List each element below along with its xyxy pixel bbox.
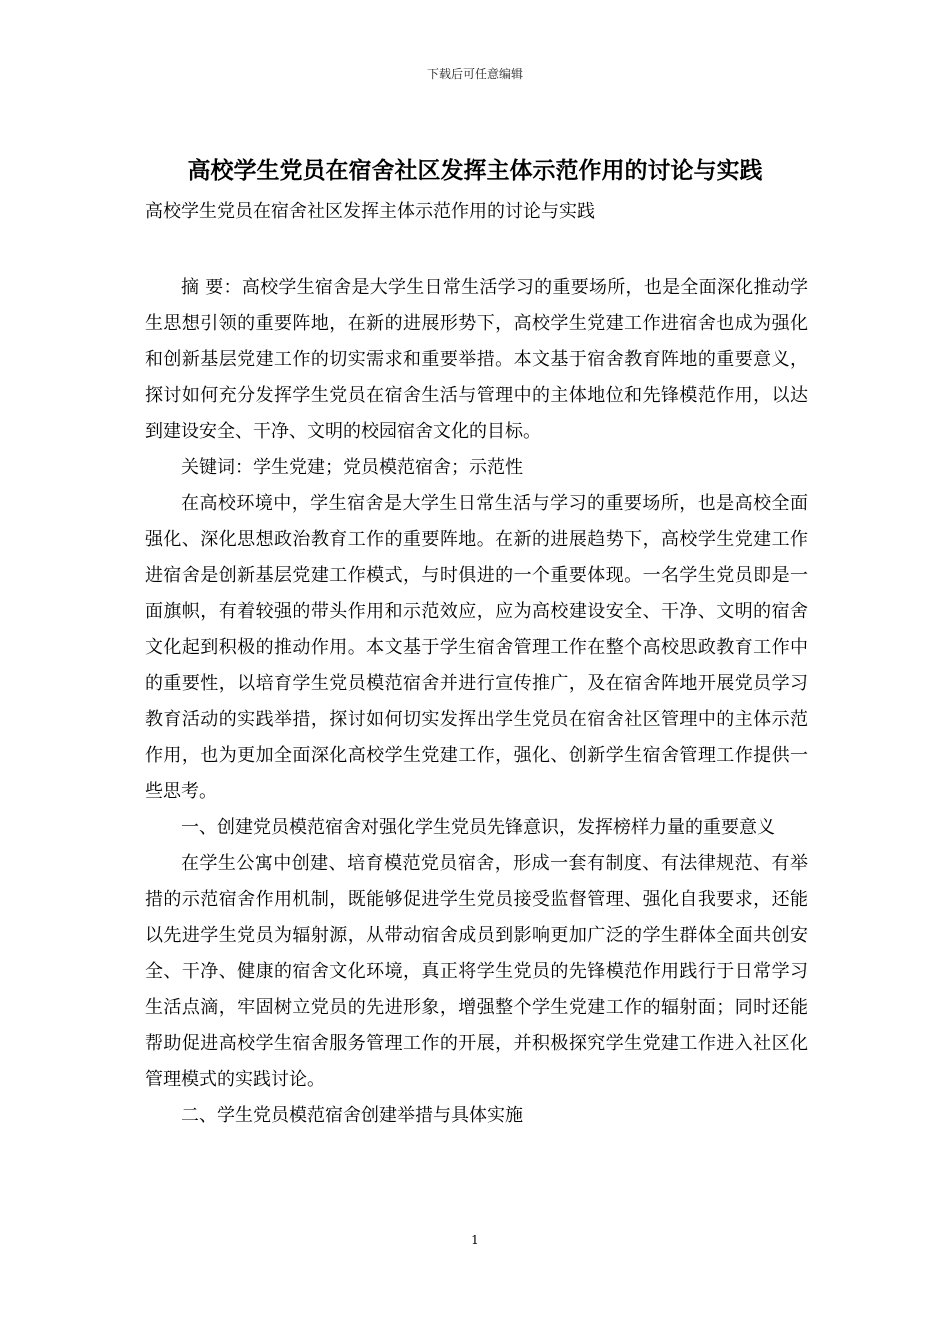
keywords-paragraph: 关键词：学生党建；党员模范宿舍；示范性 — [181, 457, 523, 478]
section1-heading: 一、创建党员模范宿舍对强化学生党员先锋意识，发挥榜样力量的重要意义 — [181, 817, 775, 838]
section1-paragraph: 在学生公寓中创建、培育模范党员宿舍，形成一套有制度、有法律规范、有举措的示范宿舍作用机制，既能够促进学生党员接受监督管理、强化自我要求，还能以先进学生党员为辐射源，从带动宿舍成员到影响更加广泛的学生群体全面共创安全、干净、健康的宿舍文化环境，真正将学生党员的先锋模范作用践行于日常学习生活点滴，牢固树立党员的先进形象，增强整个学生党建工作的辐射面；同时还能帮助促进高校学生宿舍服务管理工作的开展，并积极探究学生党建工作进入社区化管理模式的实践讨论。 — [145, 853, 808, 1090]
abstract-paragraph: 摘 要：高校学生宿舍是大学生日常生活学习的重要场所，也是全面深化推动学生思想引领的重要阵地，在新的进展形势下，高校学生党建工作进宿舍也成为强化和创新基层党建工作的切实需求和重要举措。本文基于宿舍教育阵地的重要意义，探讨如何充分发挥学生党员在宿舍生活与管理中的主体地位和先锋模范作用，以达到建设安全、干净、文明的校园宿舍文化的目标。 — [145, 277, 808, 442]
header-note: 下载后可任意编辑 — [426, 67, 523, 81]
page-number: 1 — [471, 1233, 479, 1247]
document-subtitle: 高校学生党员在宿舍社区发挥主体示范作用的讨论与实践 — [145, 201, 595, 222]
document-body — [145, 270, 808, 1134]
intro-paragraph: 在高校环境中，学生宿舍是大学生日常生活与学习的重要场所，也是高校全面强化、深化思想政治教育工作的重要阵地。在新的进展趋势下，高校学生党建工作进宿舍是创新基层党建工作模式，与时俱进的一个重要体现。一名学生党员即是一面旗帜，有着较强的带头作用和示范效应，应为高校建设安全、干净、文明的宿舍文化起到积极的推动作用。本文基于学生宿舍管理工作在整个高校思政教育工作中的重要性，以培育学生党员模范宿舍并进行宣传推广，及在宿舍阵地开展党员学习教育活动的实践举措，探讨如何切实发挥出学生党员在宿舍社区管理中的主体示范作用，也为更加全面深化高校学生党建工作，强化、创新学生宿舍管理工作提供一些思考。 — [145, 493, 808, 802]
section2-heading: 二、学生党员模范宿舍创建举措与具体实施 — [181, 1105, 523, 1126]
document-title: 高校学生党员在宿舍社区发挥主体示范作用的讨论与实践 — [187, 157, 763, 184]
